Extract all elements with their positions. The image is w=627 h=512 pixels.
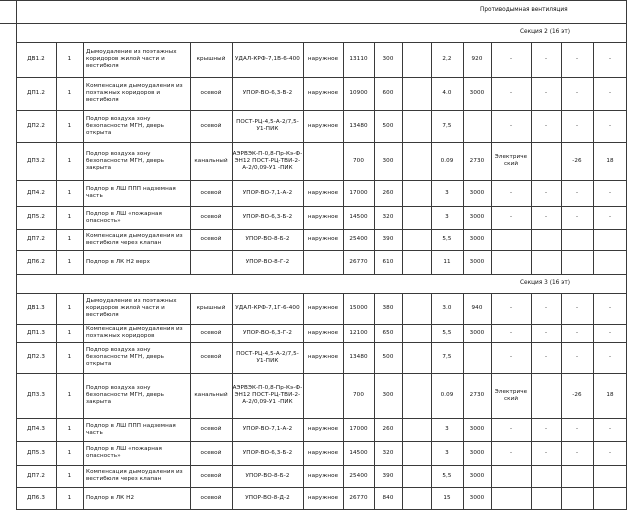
table-cell: 920 bbox=[471, 56, 483, 62]
table-cell: 320 bbox=[382, 449, 394, 456]
table-cell: наружное bbox=[307, 305, 339, 311]
table-cell: ДП7.2 bbox=[27, 236, 45, 242]
table-cell: крышный bbox=[196, 56, 226, 62]
table-cell: 1 bbox=[67, 90, 72, 96]
table-cell bbox=[402, 77, 431, 110]
table-cell: 3 bbox=[445, 214, 449, 220]
table-cell: УПОР-ВО-7,1-А-2 bbox=[242, 189, 293, 196]
table-cell bbox=[303, 142, 343, 180]
table-cell: - bbox=[575, 354, 579, 360]
table-cell: 3000 bbox=[469, 329, 485, 336]
table-cell: 0.09 bbox=[440, 157, 454, 164]
table-cell: Подпор воздуха зону безопасности МГН, дверь закрыта bbox=[86, 150, 165, 171]
table-cell: - bbox=[608, 122, 612, 129]
table-cell: 3 bbox=[445, 449, 449, 456]
table-cell bbox=[402, 293, 431, 324]
table-cell: 610 bbox=[382, 258, 394, 265]
table-cell: ДП6.2 bbox=[27, 258, 45, 265]
table-cell bbox=[531, 142, 561, 180]
table-cell: осевой bbox=[200, 90, 222, 96]
table-cell: 840 bbox=[382, 494, 394, 501]
table-cell: 17000 bbox=[349, 426, 368, 432]
table-cell: Подпор в ЛШ ППП надземная часть bbox=[86, 186, 176, 199]
table-cell: осевой bbox=[200, 236, 222, 242]
table-cell: 2730 bbox=[469, 157, 485, 164]
table-cell: наружное bbox=[307, 90, 339, 96]
table-cell: 380 bbox=[382, 305, 394, 311]
table-cell: - bbox=[608, 56, 612, 62]
table-cell: 940 bbox=[471, 305, 483, 311]
table-cell bbox=[402, 229, 431, 250]
table-cell: ДП1.2 bbox=[27, 90, 45, 96]
table-cell bbox=[561, 487, 593, 509]
table-cell: УПОР-ВО-8-Г-2 bbox=[245, 258, 290, 265]
table-cell: 500 bbox=[382, 122, 394, 129]
table-cell: -26 bbox=[572, 157, 582, 164]
table-cell: осевой bbox=[200, 426, 222, 432]
table-cell: 5,5 bbox=[442, 472, 452, 479]
table-cell: 0.09 bbox=[440, 392, 454, 398]
table-cell bbox=[491, 487, 531, 509]
table-cell: - bbox=[544, 426, 548, 432]
table-cell bbox=[402, 418, 431, 441]
table-cell: 650 bbox=[382, 329, 394, 336]
table-cell bbox=[303, 250, 343, 274]
table-cell: ДП1.3 bbox=[27, 329, 45, 336]
table-cell: УДАЛ-КРФ-7,1Г-6-400 bbox=[235, 305, 300, 311]
table-cell bbox=[593, 250, 627, 274]
section-title: Секция 2 (16 эт) bbox=[520, 29, 570, 35]
table-cell: - bbox=[509, 122, 513, 129]
table-cell: - bbox=[608, 90, 612, 96]
table-cell: осевой bbox=[200, 472, 222, 479]
table-cell: - bbox=[575, 90, 579, 96]
table-cell: 13480 bbox=[349, 122, 368, 129]
table-cell: 1 bbox=[67, 494, 72, 501]
table-cell: 13110 bbox=[349, 56, 368, 62]
table-cell: АЭРВЭК-П-0,8-Пр-Кэ-Ф-ЭН12 ПОСТ-РЦ-ТВИ-2-А-2/0,09-У1 -ПИК bbox=[232, 150, 303, 171]
table-cell: 1 bbox=[67, 189, 72, 196]
table-cell: - bbox=[509, 329, 513, 336]
table-cell: Дымоудаление из поэтажных коридоров жилой части и вестибюля bbox=[86, 298, 177, 318]
table-cell: 3 bbox=[445, 189, 449, 196]
table-cell: 3000 bbox=[469, 258, 485, 265]
table-cell: 12100 bbox=[349, 329, 368, 336]
table-cell: ПОСТ-РЦ-4,5-А-2/7,5-У1-ПИК bbox=[236, 350, 299, 364]
table-cell: Подпор в ЛК Н2 bbox=[86, 494, 135, 501]
table-cell: ДП6.3 bbox=[27, 494, 45, 501]
table-cell: - bbox=[544, 329, 548, 336]
table-cell: 3000 bbox=[469, 214, 485, 220]
table-cell: Электриче ский bbox=[494, 154, 528, 167]
table-cell: - bbox=[608, 426, 612, 432]
table-cell: наружное bbox=[307, 426, 339, 432]
grid-line bbox=[0, 0, 627, 1]
table-cell bbox=[402, 324, 431, 342]
table-cell: УПОР-ВО-6,3-Б-2 bbox=[242, 449, 293, 456]
table-cell: 260 bbox=[382, 189, 394, 196]
table-cell: наружное bbox=[307, 236, 339, 242]
table-cell: 10900 bbox=[349, 90, 368, 96]
table-cell: ДП3.2 bbox=[27, 157, 45, 164]
table-cell: 11 bbox=[443, 258, 451, 265]
table-cell: ДВ1.3 bbox=[27, 305, 45, 311]
table-cell: - bbox=[544, 449, 548, 456]
table-cell: Подпор в ЛК Н2 верх bbox=[86, 258, 150, 265]
table-cell: 3000 bbox=[469, 90, 485, 96]
table-cell: 13480 bbox=[349, 354, 368, 360]
table-cell: 1 bbox=[67, 157, 72, 164]
table-cell bbox=[402, 142, 431, 180]
table-cell: 1 bbox=[67, 472, 72, 479]
grid-line bbox=[16, 274, 627, 275]
table-cell: ДП5.3 bbox=[27, 449, 45, 456]
table-cell bbox=[491, 229, 531, 250]
table-cell: наружное bbox=[307, 472, 339, 479]
table-cell: Подпор воздуха зону безопасности МГН, дверь открыта bbox=[86, 347, 165, 367]
table-cell bbox=[402, 373, 431, 418]
table-cell: - bbox=[575, 449, 579, 456]
table-cell: 1 bbox=[67, 122, 72, 129]
table-cell: УПОР-ВО-6,3-Б-2 bbox=[242, 214, 293, 220]
table-cell: 600 bbox=[382, 90, 394, 96]
table-cell: -26 bbox=[572, 392, 582, 398]
table-cell bbox=[402, 110, 431, 142]
table-cell bbox=[303, 373, 343, 418]
table-cell: наружное bbox=[307, 354, 339, 360]
table-cell: - bbox=[544, 354, 548, 360]
table-cell bbox=[402, 180, 431, 206]
table-cell: 1 bbox=[67, 392, 72, 398]
table-cell: 4.0 bbox=[442, 90, 452, 96]
table-cell: - bbox=[608, 354, 612, 360]
table-cell: 320 bbox=[382, 214, 394, 220]
table-cell: 1 bbox=[67, 258, 72, 265]
table-cell: канальный bbox=[194, 157, 228, 164]
table-cell: АЭРВЭК-П-0,8-Пр-Кэ-Ф-ЭН12 ПОСТ-РЦ-ТВИ-2-А-2/0,09-У1 -ПИК bbox=[232, 385, 303, 405]
table-cell: 3 bbox=[445, 426, 449, 432]
table-cell: 3000 bbox=[469, 449, 485, 456]
grid-line bbox=[16, 509, 627, 510]
table-cell: 390 bbox=[382, 472, 394, 479]
table-cell bbox=[402, 487, 431, 509]
table-cell: 17000 bbox=[349, 189, 368, 196]
table-cell: 300 bbox=[382, 56, 394, 62]
table-cell: - bbox=[608, 449, 612, 456]
table-cell: 1 bbox=[67, 214, 72, 220]
table-cell bbox=[402, 42, 431, 77]
table-cell: Компенсация дымоудаления из поэтажных коридоров и вестибюля bbox=[86, 83, 183, 103]
table-cell: осевой bbox=[200, 494, 222, 501]
table-cell: наружное bbox=[307, 122, 339, 129]
table-cell: ДП5.2 bbox=[27, 214, 45, 220]
table-cell bbox=[531, 373, 561, 418]
table-cell: 3000 bbox=[469, 426, 485, 432]
table-cell: - bbox=[509, 354, 513, 360]
table-cell bbox=[593, 487, 627, 509]
table-cell: - bbox=[509, 305, 513, 311]
table-cell: - bbox=[575, 122, 579, 129]
table-cell: УПОР-ВО-8-Б-2 bbox=[245, 236, 290, 242]
table-cell: ДП3.3 bbox=[27, 392, 45, 398]
grid-line bbox=[0, 23, 627, 24]
table-cell: 2,2 bbox=[442, 56, 452, 62]
table-cell: - bbox=[509, 449, 513, 456]
table-cell: 390 bbox=[382, 236, 394, 242]
table-cell bbox=[593, 229, 627, 250]
table-cell: УПОР-ВО-6,3-В-2 bbox=[242, 90, 293, 96]
table-cell: 300 bbox=[382, 157, 394, 164]
table-cell: 5,5 bbox=[442, 236, 452, 242]
table-cell: Подпор в ЛШ «пожарная опасность» bbox=[86, 446, 163, 459]
table-cell: 14500 bbox=[349, 214, 368, 220]
table-cell: ДВ1.2 bbox=[27, 56, 45, 62]
table-cell: УПОР-ВО-6,3-Г-2 bbox=[242, 329, 293, 336]
table-cell: 1 bbox=[67, 354, 72, 360]
table-cell: - bbox=[544, 305, 548, 311]
table-cell: - bbox=[544, 56, 548, 62]
table-cell: Компенсация дымоудаления из вестибюля через клапан bbox=[86, 469, 183, 482]
table-cell: - bbox=[575, 426, 579, 432]
table-cell: осевой bbox=[200, 189, 222, 196]
table-cell: 700 bbox=[353, 392, 364, 398]
table-cell: 1 bbox=[67, 305, 72, 311]
table-cell bbox=[402, 465, 431, 487]
table-cell: УДАЛ-КРФ-7,1В-6-400 bbox=[235, 56, 300, 62]
table-cell: 1 bbox=[67, 329, 72, 336]
table-cell: наружное bbox=[307, 56, 339, 62]
table-cell: крышный bbox=[196, 305, 226, 311]
table-cell: 1 bbox=[67, 449, 72, 456]
table-cell: ДП4.2 bbox=[27, 189, 45, 196]
table-cell bbox=[491, 465, 531, 487]
table-cell: наружное bbox=[307, 449, 339, 456]
table-cell: ДП2.2 bbox=[27, 122, 45, 129]
table-cell: Дымоудаление из поэтажных коридоров жилой части и вестибюля bbox=[86, 49, 177, 69]
table-cell: 14500 bbox=[349, 449, 368, 456]
table-cell: осевой bbox=[200, 122, 222, 129]
table-cell bbox=[561, 229, 593, 250]
table-cell: 18 bbox=[606, 157, 614, 164]
table-cell: 700 bbox=[353, 157, 364, 164]
table-cell: ПОСТ-РЦ-4,5-А-2/7,5-У1-ПИК bbox=[236, 119, 299, 132]
table-cell: 7,5 bbox=[442, 122, 452, 129]
table-cell: 3000 bbox=[469, 189, 485, 196]
table-cell: 3000 bbox=[469, 236, 485, 242]
table-cell: 500 bbox=[382, 354, 394, 360]
table-cell: - bbox=[544, 214, 548, 220]
table-cell bbox=[190, 250, 232, 274]
table-cell: - bbox=[575, 56, 579, 62]
table-cell: - bbox=[575, 214, 579, 220]
table-cell bbox=[561, 465, 593, 487]
table-cell: 3000 bbox=[469, 472, 485, 479]
table-cell: - bbox=[544, 122, 548, 129]
table-cell: - bbox=[575, 189, 579, 196]
table-cell: ДП2.3 bbox=[27, 354, 45, 360]
table-cell bbox=[402, 342, 431, 373]
table-cell: 7,5 bbox=[442, 354, 452, 360]
table-cell bbox=[402, 206, 431, 229]
table-cell: 15 bbox=[443, 494, 451, 501]
table-cell: УПОР-ВО-7,1-А-2 bbox=[242, 426, 293, 432]
table-cell: осевой bbox=[200, 354, 222, 360]
table-cell: - bbox=[544, 189, 548, 196]
table-cell: ДП7.2 bbox=[27, 472, 45, 479]
table-cell bbox=[531, 229, 561, 250]
table-cell bbox=[561, 250, 593, 274]
table-cell: 25400 bbox=[349, 472, 368, 479]
table-cell bbox=[463, 342, 491, 373]
table-cell: - bbox=[509, 426, 513, 432]
table-cell bbox=[402, 250, 431, 274]
table-cell: - bbox=[608, 305, 612, 311]
table-cell: наружное bbox=[307, 189, 339, 196]
table-cell: 25400 bbox=[349, 236, 368, 242]
table-cell: 1 bbox=[67, 236, 72, 242]
table-cell: 26770 bbox=[349, 494, 368, 501]
table-title: Противодымная вентиляция bbox=[480, 7, 568, 13]
table-cell bbox=[531, 250, 561, 274]
table-cell: - bbox=[509, 90, 513, 96]
table-cell: осевой bbox=[200, 214, 222, 220]
table-cell: - bbox=[575, 305, 579, 311]
table-cell bbox=[463, 110, 491, 142]
table-cell: - bbox=[509, 214, 513, 220]
table-cell: Компенсация дымоудаления из вестибюля через клапан bbox=[86, 232, 183, 246]
table-cell: 300 bbox=[382, 392, 394, 398]
table-cell: 26770 bbox=[349, 258, 368, 265]
table-cell: 18 bbox=[606, 392, 614, 398]
section-title: Секция 3 (16 эт) bbox=[520, 280, 570, 286]
table-cell: Компенсация дымоудаления из поэтажных коридоров bbox=[86, 326, 183, 339]
table-cell: ДП4.3 bbox=[27, 426, 45, 432]
table-cell: 3.0 bbox=[442, 305, 452, 311]
table-cell: наружное bbox=[307, 329, 339, 336]
table-cell: 2730 bbox=[469, 392, 485, 398]
table-cell: 1 bbox=[67, 56, 72, 62]
table-cell: УПОР-ВО-8-Б-2 bbox=[245, 472, 290, 479]
table-cell: осевой bbox=[200, 329, 222, 336]
table-cell: 15000 bbox=[349, 305, 368, 311]
table-cell: наружное bbox=[307, 214, 339, 220]
table-cell bbox=[593, 465, 627, 487]
table-cell: - bbox=[608, 189, 612, 196]
table-cell: осевой bbox=[200, 449, 222, 456]
table-cell: 1 bbox=[67, 426, 72, 432]
table-cell: - bbox=[575, 329, 579, 336]
table-cell bbox=[491, 250, 531, 274]
table-cell: 3000 bbox=[469, 494, 485, 501]
table-cell: Подпор воздуха зону безопасности МГН, дверь закрыта bbox=[86, 385, 165, 405]
table-cell bbox=[402, 441, 431, 465]
table-cell: - bbox=[608, 329, 612, 336]
table-cell bbox=[531, 487, 561, 509]
table-cell: Электриче ский bbox=[494, 388, 528, 402]
table-cell: наружное bbox=[307, 494, 339, 501]
table-cell: канальный bbox=[194, 392, 228, 398]
table-cell: Подпор воздуха зону безопасности МГН, дверь открыта bbox=[86, 115, 165, 136]
table-cell: - bbox=[509, 189, 513, 196]
table-cell bbox=[531, 465, 561, 487]
table-cell: 260 bbox=[382, 426, 394, 432]
table-cell: УПОР-ВО-8-Д-2 bbox=[245, 494, 290, 501]
table-cell: - bbox=[608, 214, 612, 220]
table-cell: - bbox=[509, 56, 513, 62]
table-cell: - bbox=[544, 90, 548, 96]
table-cell: 5,5 bbox=[442, 329, 452, 336]
table-cell: Подпор в ЛШ «пожарная опасность» bbox=[86, 210, 163, 224]
table-cell: Подпор в ЛШ ППП надземная часть bbox=[86, 422, 176, 436]
